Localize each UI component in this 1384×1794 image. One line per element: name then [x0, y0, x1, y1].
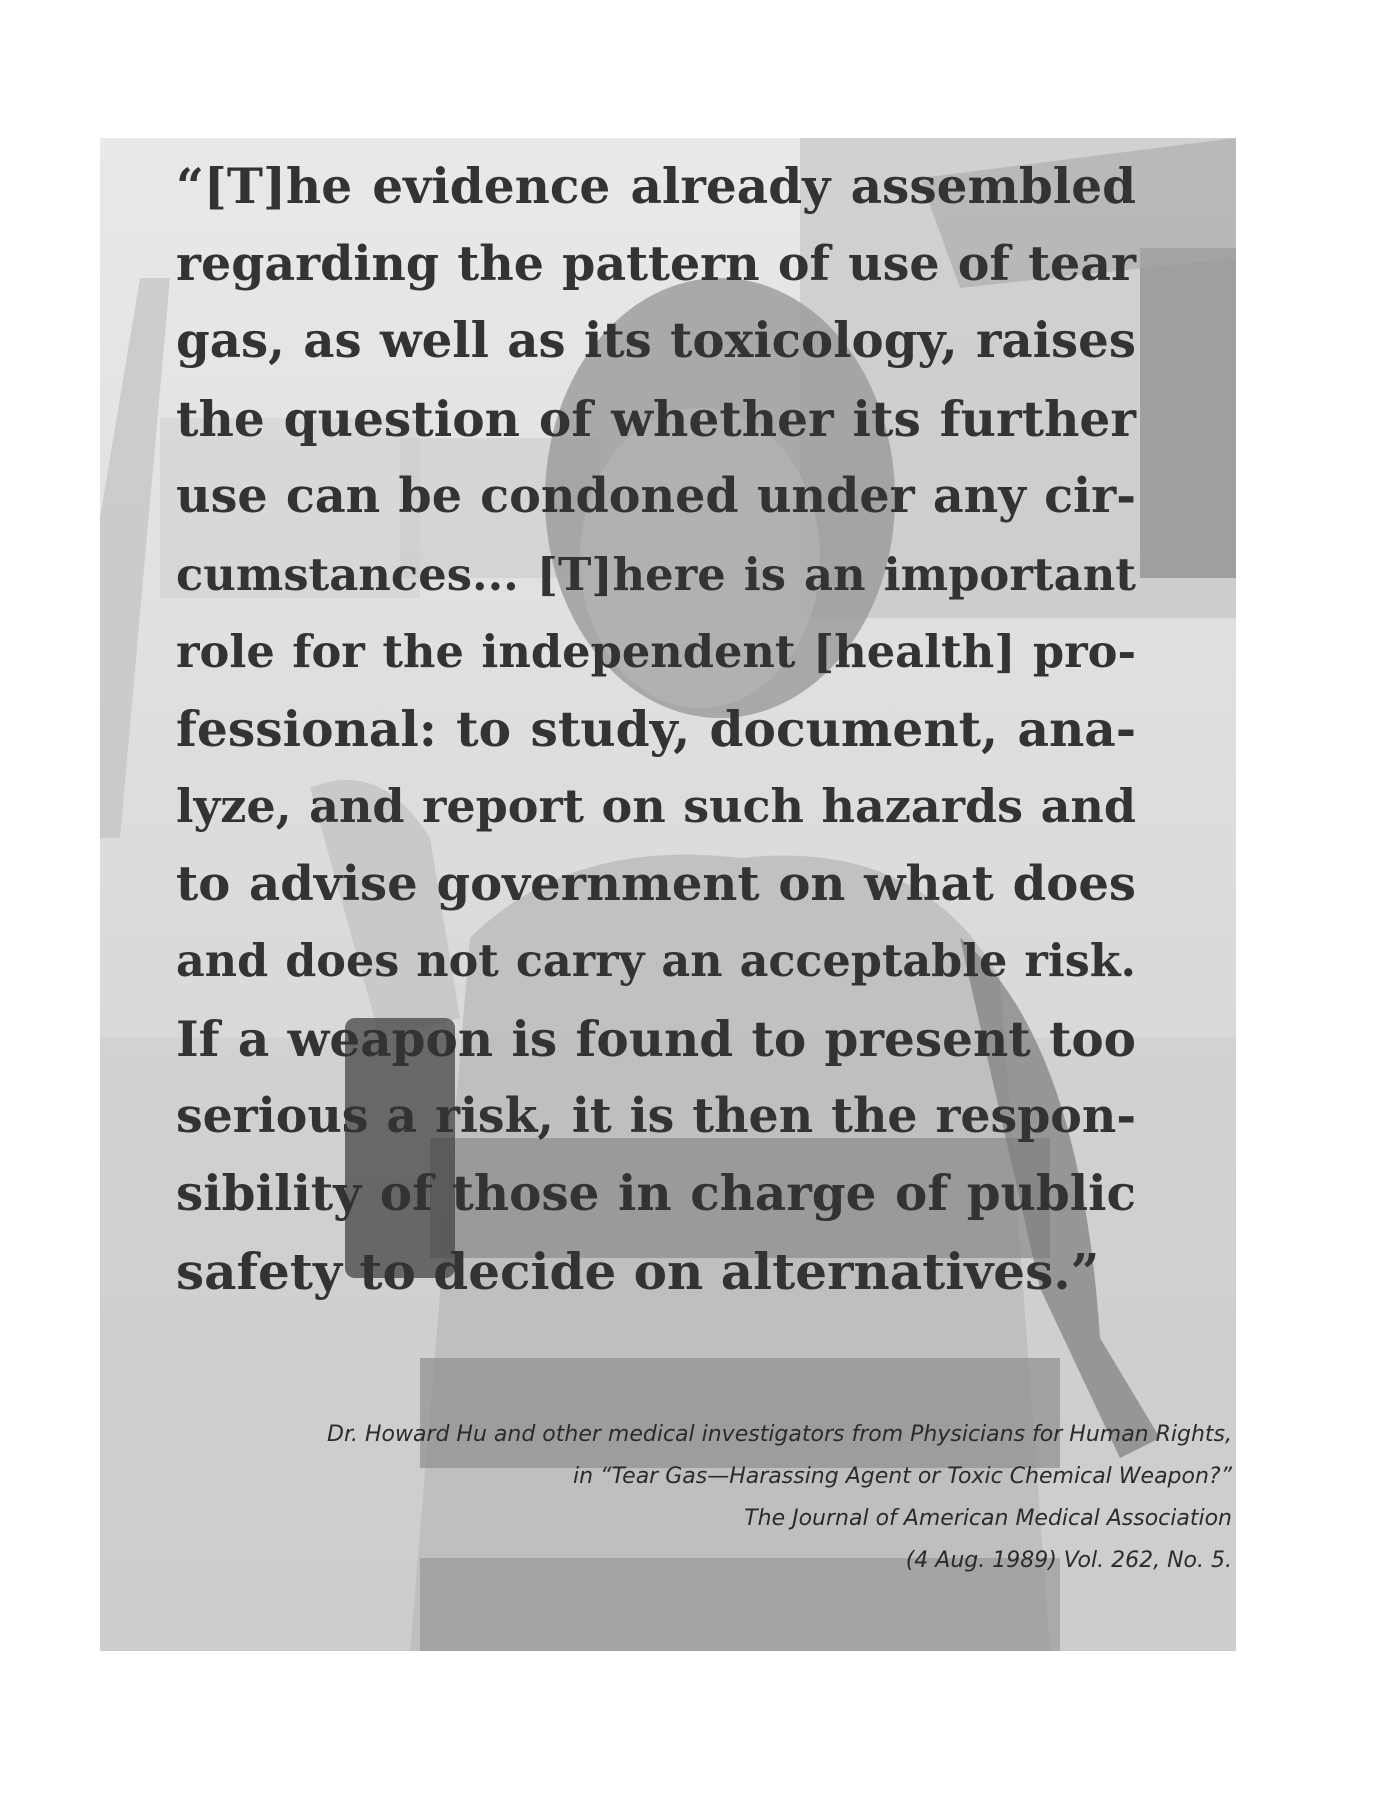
pull-quote: [176, 148, 1136, 1311]
quote-line: use can be condoned under any cir-: [176, 468, 1136, 524]
attribution-line: Dr. Howard Hu and other medical investigators from Physicians for Human Rights,: [327, 1422, 1232, 1447]
quote-line: role for the independent [health] pro-: [176, 625, 1136, 678]
quote-line: cumstances... [T]here is an important: [176, 547, 1136, 601]
quote-line: gas, as well as its toxicology, raises: [176, 313, 1136, 369]
attribution-line: The Journal of American Medical Association: [744, 1506, 1232, 1531]
quote-line: sibility of those in charge of public: [176, 1165, 1136, 1222]
quote-attribution: [232, 1414, 1232, 1582]
quote-line: safety to decide on alternatives.”: [176, 1242, 1100, 1301]
quote-line: to advise government on what does: [176, 855, 1136, 912]
quote-line: regarding the pattern of use of tear: [176, 235, 1136, 292]
quote-line: fessional: to study, document, ana-: [176, 700, 1136, 758]
attribution-line: in “Tear Gas—Harassing Agent or Toxic Chemical Weapon?”: [573, 1464, 1232, 1489]
quote-line: and does not carry an acceptable risk.: [176, 935, 1136, 987]
attribution-line: (4 Aug. 1989) Vol. 262, No. 5.: [905, 1548, 1232, 1573]
quote-line: the question of whether its further: [176, 390, 1136, 448]
quote-line: serious a risk, it is then the respon-: [176, 1089, 1136, 1144]
quote-line: If a weapon is found to present too: [176, 1010, 1136, 1068]
quote-line: lyze, and report on such hazards and: [176, 779, 1136, 833]
quote-line: “[T]he evidence already assembled: [176, 158, 1136, 215]
